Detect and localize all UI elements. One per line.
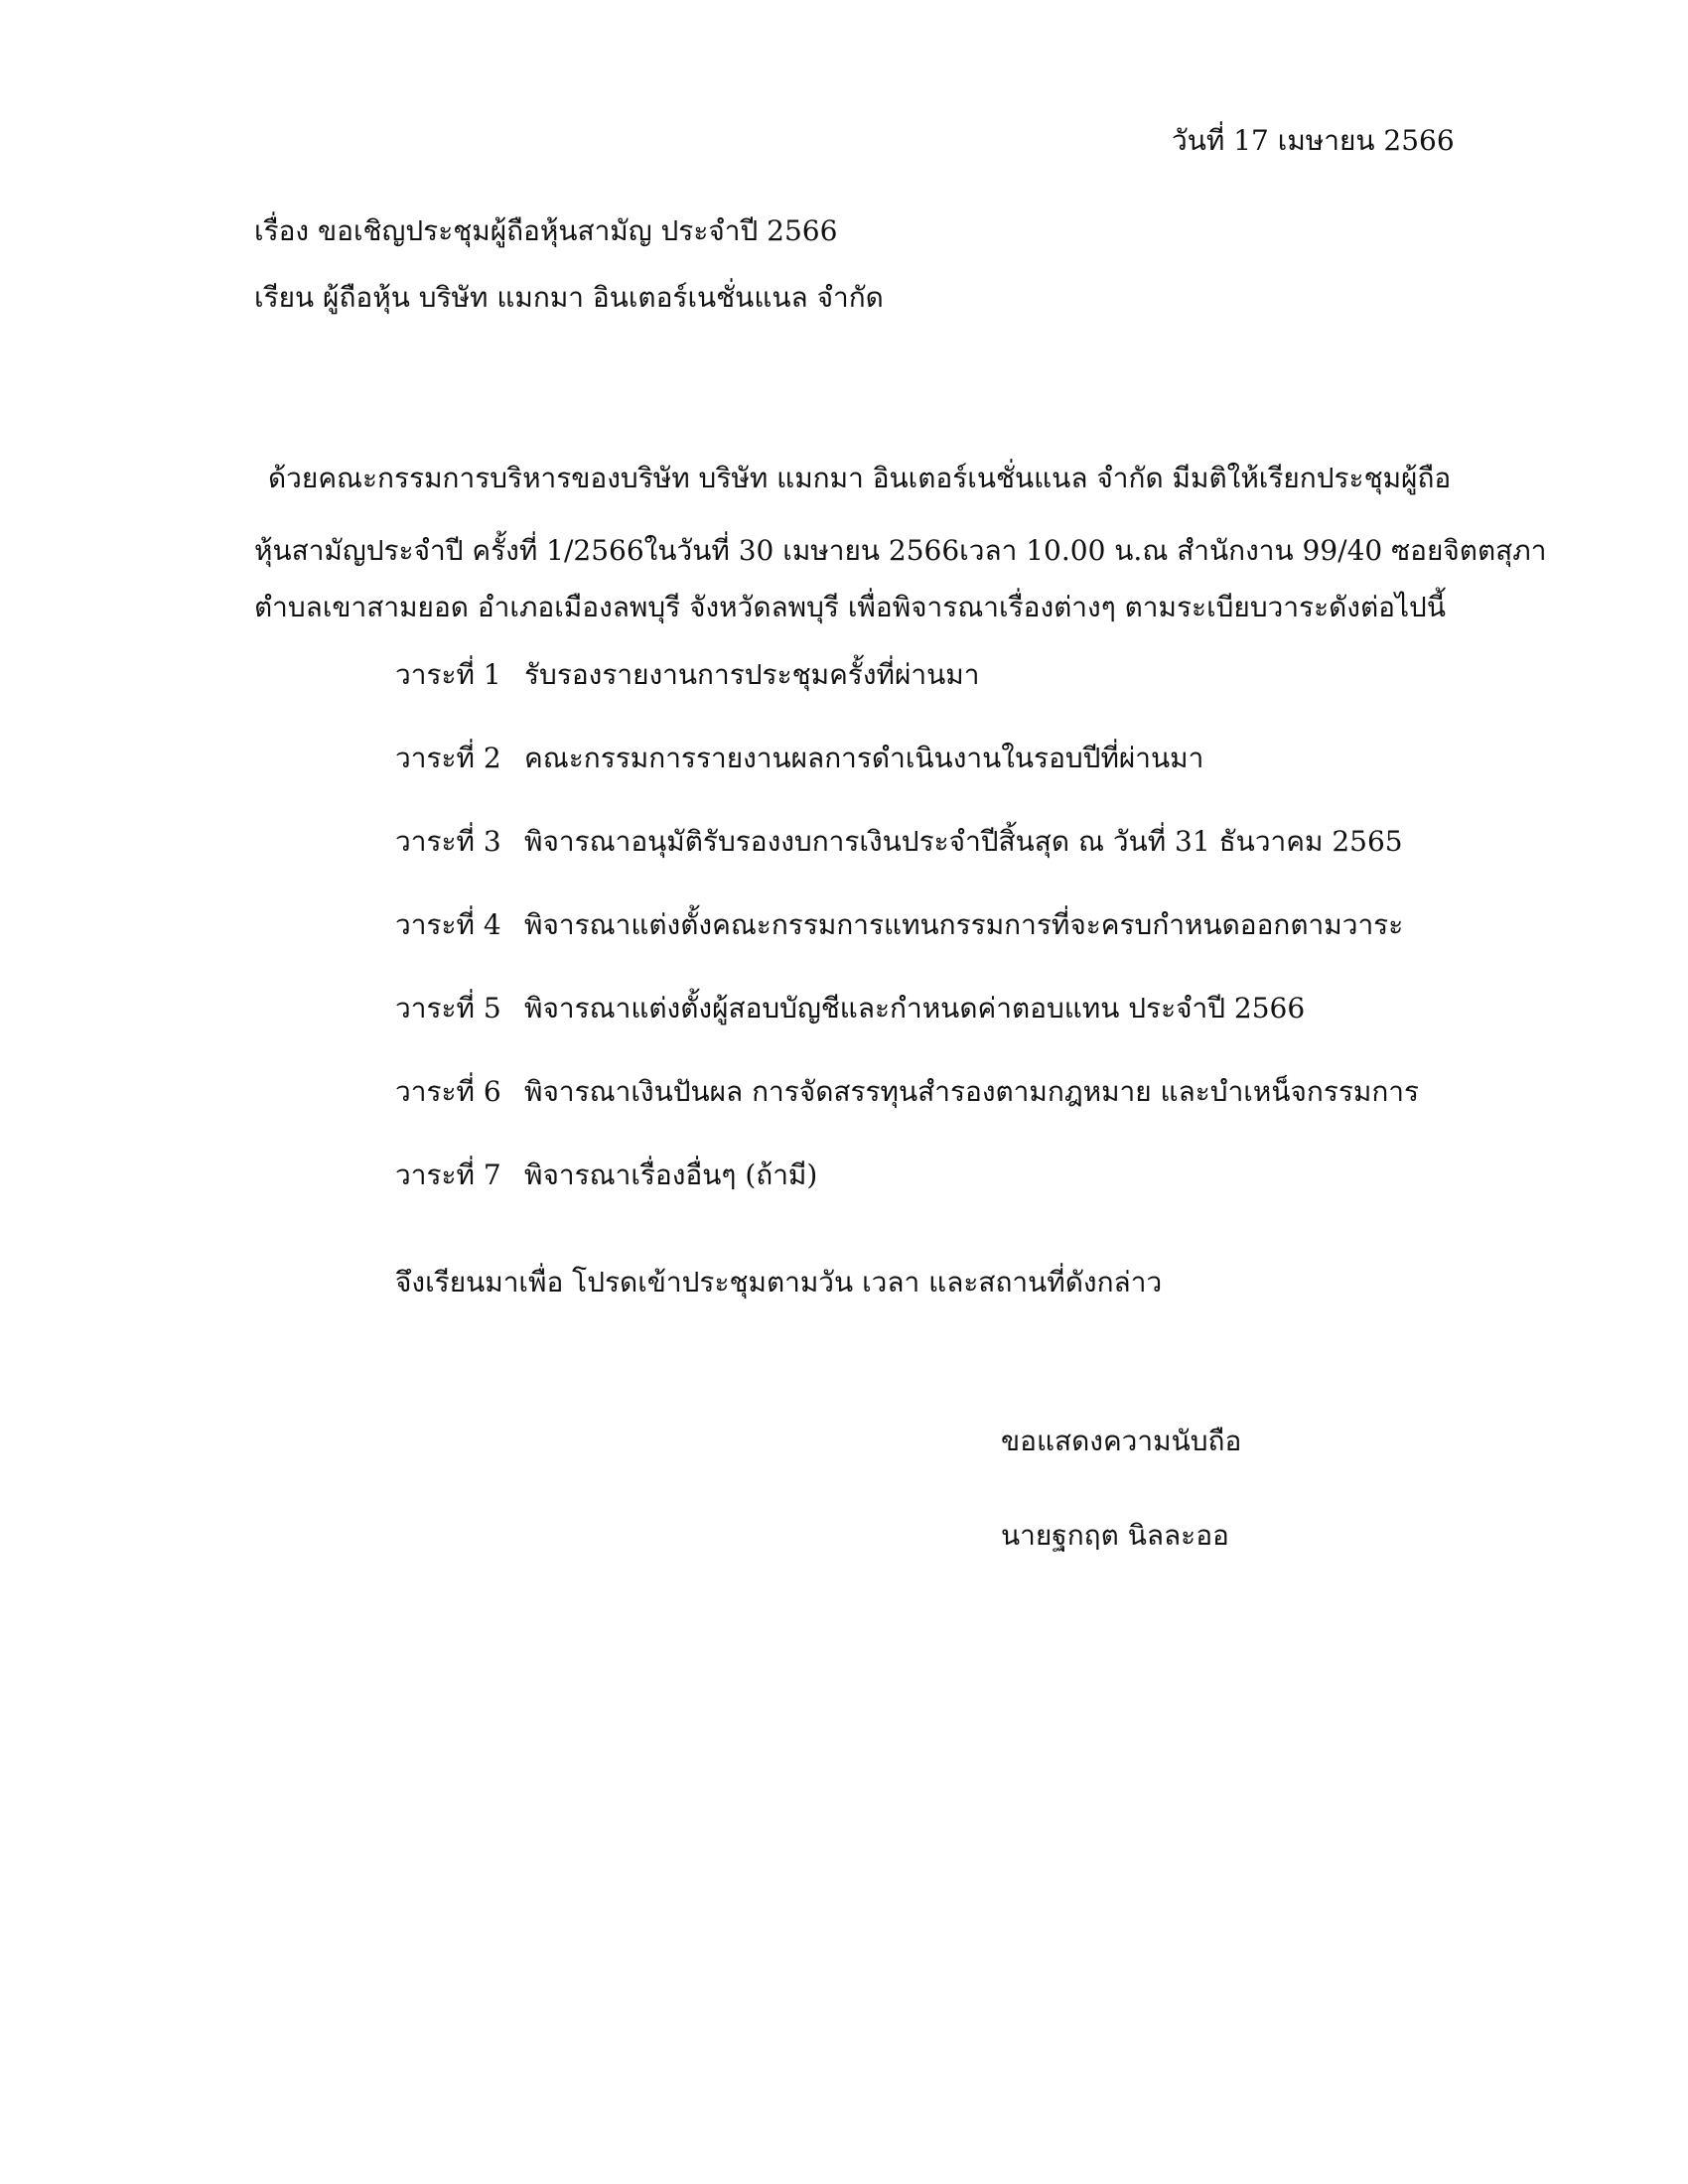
agenda-number: วาระที่ 5 [395,992,501,1024]
body-line-1: ด้วยคณะกรรมการบริหารของบริษัท บริษัท แมกมา อินเตอร์เนชั่นแนล จำกัด มีมติให้เรียกประชุมผู้ถือ [268,462,1452,494]
letter-recipient: เรียน ผู้ถือหุ้น บริษัท แมกมา อินเตอร์เนชั่นแนล จำกัด [254,281,884,314]
letter-date: วันที่ 17 เมษายน 2566 [1172,124,1455,157]
signer-name: นายฐกฤต นิลละออ [1001,1519,1229,1552]
agenda-item [395,653,1419,737]
closing-line: จึงเรียนมาเพื่อ โปรดเข้าประชุมตามวัน เวลา และสถานที่ดังกล่าว [395,1266,1163,1298]
agenda-item [395,820,1419,903]
agenda-text: คณะกรรมการรายงานผลการดำเนินงานในรอบปีที่ผ่านมา [524,742,1204,774]
agenda-text: พิจารณาแต่งตั้งผู้สอบบัญชีและกำหนดค่าตอบแทน ประจำปี 2566 [524,992,1306,1024]
agenda-list [395,653,1419,1237]
agenda-item [395,737,1419,820]
letter-subject: เรื่อง ขอเชิญประชุมผู้ถือหุ้นสามัญ ประจำปี 2566 [254,214,838,247]
agenda-number: วาระที่ 4 [395,908,501,941]
agenda-item [395,987,1419,1070]
agenda-item [395,903,1419,987]
agenda-item [395,1154,1419,1237]
agenda-text: พิจารณาเรื่องอื่นๆ (ถ้ามี) [524,1159,818,1191]
regards-line: ขอแสดงความนับถือ [1001,1425,1242,1457]
agenda-number: วาระที่ 6 [395,1075,501,1108]
agenda-number: วาระที่ 3 [395,825,501,858]
agenda-text: พิจารณาแต่งตั้งคณะกรรมการแทนกรรมการที่จะครบกำหนดออกตามวาระ [524,908,1404,941]
agenda-text: รับรองรายงานการประชุมครั้งที่ผ่านมา [524,658,980,691]
agenda-text: พิจารณาอนุมัติรับรองงบการเงินประจำปีสิ้นสุด ณ วันที่ 31 ธันวาคม 2565 [524,825,1403,858]
agenda-number: วาระที่ 1 [395,658,501,691]
agenda-number: วาระที่ 7 [395,1159,501,1191]
body-line-3: ตำบลเขาสามยอด อำเภอเมืองลพบุรี จังหวัดลพบุรี เพื่อพิจารณาเรื่องต่างๆ ตามระเบียบวาระดังต่อไปนี้ [254,591,1446,623]
agenda-text: พิจารณาเงินปันผล การจัดสรรทุนสำรองตามกฎหมาย และบำเหน็จกรรมการ [524,1075,1420,1108]
agenda-number: วาระที่ 2 [395,742,501,774]
body-line-2: หุ้นสามัญประจำปี ครั้งที่ 1/2566ในวันที่ 30 เมษายน 2566เวลา 10.00 น.ณ สำนักงาน 99/40 ซอยจิตตสุภา [254,534,1547,567]
agenda-item [395,1070,1419,1154]
